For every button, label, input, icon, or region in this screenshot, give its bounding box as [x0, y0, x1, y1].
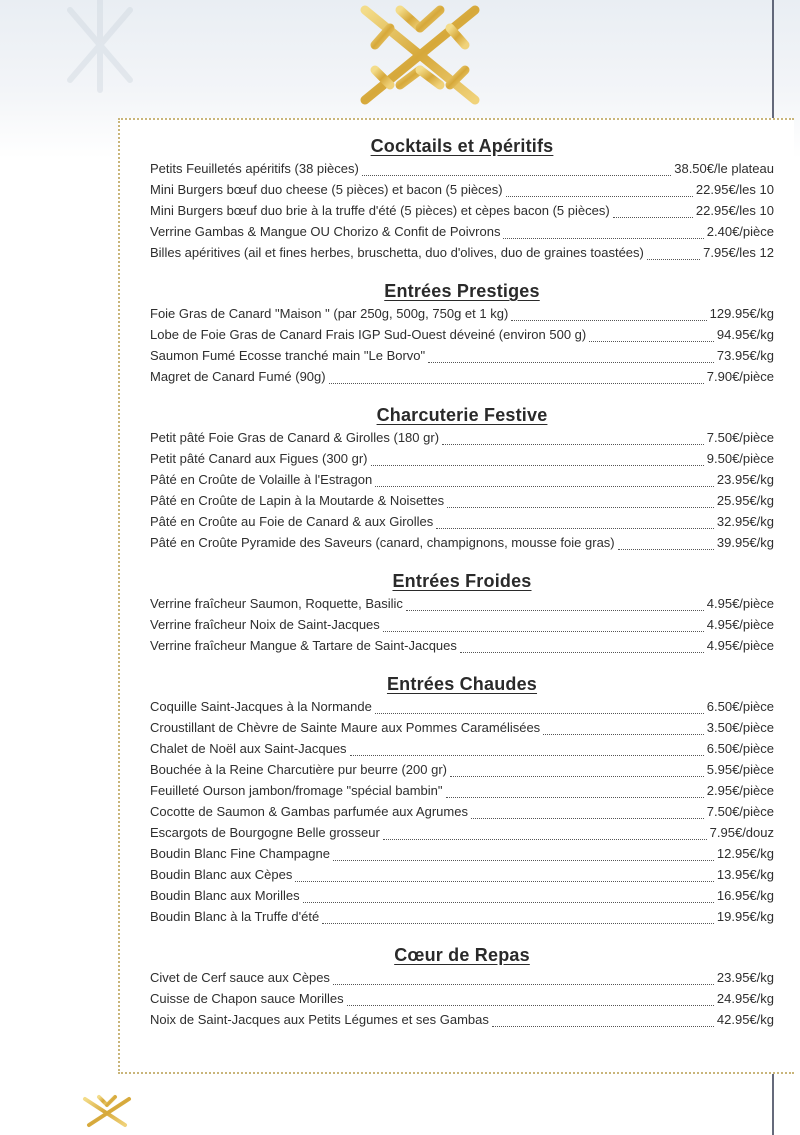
dot-leader [329, 373, 704, 384]
dot-leader [371, 455, 704, 466]
item-name: Civet de Cerf sauce aux Cèpes [150, 970, 330, 985]
item-price: 6.50€/pièce [706, 741, 774, 756]
item-list [150, 427, 774, 553]
item-price: 73.95€/kg [716, 348, 774, 363]
dot-leader [375, 703, 704, 714]
dot-leader [383, 829, 707, 840]
dot-leader [471, 808, 704, 819]
item-name: Verrine Gambas & Mangue OU Chorizo & Confit de Poivrons [150, 224, 501, 239]
item-price: 13.95€/kg [716, 867, 774, 882]
item-name: Mini Burgers bœuf duo cheese (5 pièces) et bacon (5 pièces) [150, 182, 503, 197]
dot-leader [511, 310, 706, 321]
item-price: 94.95€/kg [716, 327, 774, 342]
item-name: Chalet de Noël aux Saint-Jacques [150, 741, 347, 756]
section-title: Entrées Prestiges [384, 281, 540, 301]
dot-leader [506, 186, 693, 197]
dot-leader [322, 913, 714, 924]
menu-item [150, 967, 774, 988]
menu-item [150, 324, 774, 345]
menu-item [150, 532, 774, 553]
menu-item [150, 179, 774, 200]
dot-leader [618, 539, 714, 550]
menu-item [150, 303, 774, 324]
item-list [150, 967, 774, 1030]
menu-item [150, 801, 774, 822]
item-name: Petit pâté Foie Gras de Canard & Girolles (180 gr) [150, 430, 440, 445]
dot-leader [589, 331, 714, 342]
item-name: Pâté en Croûte Pyramide des Saveurs (canard, champignons, mousse foie gras) [150, 535, 615, 550]
section-title: Charcuterie Festive [376, 405, 548, 425]
dot-leader [333, 974, 714, 985]
dot-leader [447, 497, 714, 508]
item-name: Pâté en Croûte de Lapin à la Moutarde & Noisettes [150, 493, 445, 508]
item-price: 23.95€/kg [716, 970, 774, 985]
menu-item [150, 864, 774, 885]
menu-item [150, 822, 774, 843]
dot-leader [347, 995, 714, 1006]
menu-item [150, 158, 774, 179]
item-name: Cuisse de Chapon sauce Morilles [150, 991, 344, 1006]
item-name: Pâté en Croûte au Foie de Canard & aux Girolles [150, 514, 434, 529]
item-name: Feuilleté Ourson jambon/fromage "spécial bambin" [150, 783, 443, 798]
menu-item [150, 988, 774, 1009]
item-price: 3.50€/pièce [706, 720, 774, 735]
menu-item [150, 448, 774, 469]
item-price: 7.90€/pièce [706, 369, 774, 384]
dot-leader [450, 766, 704, 777]
item-name: Boudin Blanc aux Cèpes [150, 867, 293, 882]
item-name: Verrine fraîcheur Saumon, Roquette, Basilic [150, 596, 403, 611]
menu-item [150, 738, 774, 759]
item-price: 16.95€/kg [716, 888, 774, 903]
dot-leader [446, 787, 704, 798]
item-price: 9.50€/pièce [706, 451, 774, 466]
item-name: Coquille Saint-Jacques à la Normande [150, 699, 372, 714]
menu-item [150, 469, 774, 490]
item-price: 5.95€/pièce [706, 762, 774, 777]
item-name: Petits Feuilletés apéritifs (38 pièces) [150, 161, 359, 176]
menu-item [150, 593, 774, 614]
item-price: 12.95€/kg [716, 846, 774, 861]
dot-leader [436, 518, 714, 529]
menu-item [150, 780, 774, 801]
menu-content [150, 134, 774, 1030]
dot-leader [383, 621, 704, 632]
menu-item [150, 490, 774, 511]
menu-item [150, 200, 774, 221]
dot-leader [428, 352, 714, 363]
item-name: Boudin Blanc à la Truffe d'été [150, 909, 320, 924]
item-name: Pâté en Croûte de Volaille à l'Estragon [150, 472, 373, 487]
section-title: Cœur de Repas [394, 945, 530, 965]
snowflake-icon [80, 1085, 135, 1130]
item-price: 24.95€/kg [716, 991, 774, 1006]
item-name: Boudin Blanc Fine Champagne [150, 846, 330, 861]
item-price: 42.95€/kg [716, 1012, 774, 1027]
item-price: 7.50€/pièce [706, 804, 774, 819]
item-name: Billes apéritives (ail et fines herbes, bruschetta, duo d'olives, duo de graines toastées) [150, 245, 644, 260]
dot-leader [295, 871, 714, 882]
menu-item [150, 1009, 774, 1030]
item-price: 25.95€/kg [716, 493, 774, 508]
item-name: Boudin Blanc aux Morilles [150, 888, 300, 903]
menu-item [150, 242, 774, 263]
item-name: Escargots de Bourgogne Belle grosseur [150, 825, 380, 840]
item-price: 23.95€/kg [716, 472, 774, 487]
dot-leader [375, 476, 714, 487]
menu-item [150, 759, 774, 780]
dot-leader [442, 434, 704, 445]
item-list [150, 696, 774, 927]
dot-leader [460, 642, 704, 653]
item-price: 6.50€/pièce [706, 699, 774, 714]
item-list [150, 593, 774, 656]
item-list [150, 158, 774, 263]
menu-item [150, 885, 774, 906]
item-price: 22.95€/les 10 [695, 182, 774, 197]
item-name: Mini Burgers bœuf duo brie à la truffe d'été (5 pièces) et cèpes bacon (5 pièces) [150, 203, 610, 218]
item-name: Foie Gras de Canard "Maison " (par 250g, 500g, 750g et 1 kg) [150, 306, 509, 321]
item-name: Noix de Saint-Jacques aux Petits Légumes et ses Gambas [150, 1012, 489, 1027]
item-price: 4.95€/pièce [706, 638, 774, 653]
dot-leader [613, 207, 693, 218]
section-coeur-de-repas [150, 943, 774, 1030]
item-name: Lobe de Foie Gras de Canard Frais IGP Sud-Ouest déveiné (environ 500 g) [150, 327, 587, 342]
menu-item [150, 427, 774, 448]
item-price: 39.95€/kg [716, 535, 774, 550]
item-name: Saumon Fumé Ecosse tranché main "Le Borvo" [150, 348, 426, 363]
item-name: Croustillant de Chèvre de Sainte Maure aux Pommes Caramélisées [150, 720, 541, 735]
item-price: 22.95€/les 10 [695, 203, 774, 218]
item-name: Magret de Canard Fumé (90g) [150, 369, 326, 384]
item-name: Verrine fraîcheur Mangue & Tartare de Saint-Jacques [150, 638, 457, 653]
dot-leader [333, 850, 714, 861]
item-price: 32.95€/kg [716, 514, 774, 529]
item-name: Cocotte de Saumon & Gambas parfumée aux Agrumes [150, 804, 468, 819]
section-entrees-chaudes [150, 672, 774, 927]
item-price: 2.95€/pièce [706, 783, 774, 798]
menu-item [150, 614, 774, 635]
dot-leader [303, 892, 714, 903]
dot-leader [647, 249, 700, 260]
item-price: 19.95€/kg [716, 909, 774, 924]
menu-item [150, 635, 774, 656]
item-price: 2.40€/pièce [706, 224, 774, 239]
item-price: 129.95€/kg [709, 306, 774, 321]
section-charcuterie-festive [150, 403, 774, 553]
item-name: Verrine fraîcheur Noix de Saint-Jacques [150, 617, 380, 632]
dot-leader [362, 165, 671, 176]
item-list [150, 303, 774, 387]
dot-leader [543, 724, 704, 735]
section-title: Cocktails et Apéritifs [370, 136, 554, 156]
item-price: 4.95€/pièce [706, 617, 774, 632]
dot-leader [503, 228, 703, 239]
menu-item [150, 906, 774, 927]
menu-item [150, 345, 774, 366]
menu-item [150, 366, 774, 387]
snowflake-icon [350, 0, 490, 110]
item-price: 7.95€/les 12 [703, 245, 774, 260]
item-name: Bouchée à la Reine Charcutière pur beurre (200 gr) [150, 762, 448, 777]
item-price: 38.50€/le plateau [674, 161, 774, 176]
dot-leader [492, 1016, 714, 1027]
section-entrees-prestiges [150, 279, 774, 387]
section-title: Entrées Froides [392, 571, 532, 591]
dot-leader [350, 745, 704, 756]
section-title: Entrées Chaudes [386, 674, 538, 694]
section-cocktails [150, 134, 774, 263]
dot-leader [406, 600, 704, 611]
faded-snowflake-icon [40, 0, 170, 100]
menu-item [150, 696, 774, 717]
item-price: 7.50€/pièce [706, 430, 774, 445]
menu-item [150, 221, 774, 242]
section-entrees-froides [150, 569, 774, 656]
menu-item [150, 717, 774, 738]
item-price: 4.95€/pièce [706, 596, 774, 611]
item-name: Petit pâté Canard aux Figues (300 gr) [150, 451, 368, 466]
menu-item [150, 843, 774, 864]
menu-item [150, 511, 774, 532]
item-price: 7.95€/douz [709, 825, 774, 840]
